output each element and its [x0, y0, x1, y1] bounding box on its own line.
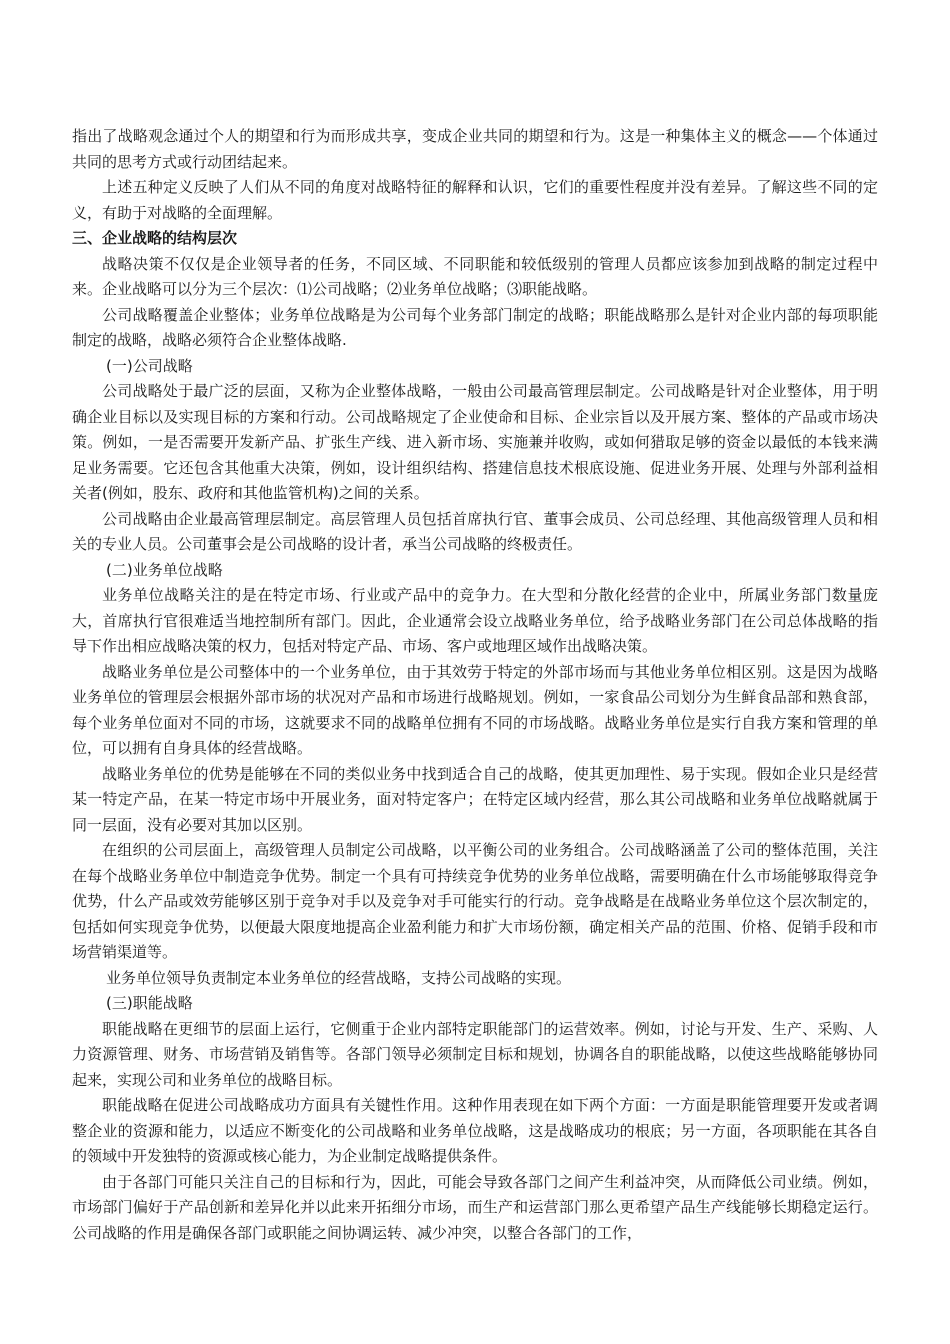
paragraph: 职能战略在更细节的层面上运行，它侧重于企业内部特定职能部门的运营效率。例如，讨论与开发、生产、采购、人力资源管理、财务、市场营销及销售等。各部门领导必须制定目标和规划，协调各自的职能战略，以使这些战略能够协同起来，实现公司和业务单位的战略目标。 — [72, 1019, 878, 1089]
paragraph: 职能战略在促进公司战略成功方面具有关键性作用。这种作用表现在如下两个方面：一方面是职能管理要开发或者调整企业的资源和能力，以适应不断变化的公司战略和业务单位战略，这是战略成功的根底；另一方面，各项职能在其各自的领域中开发独特的资源或核心能力，为企业制定战略提供条件。 — [72, 1096, 878, 1165]
section-heading: 三、企业战略的结构层次 — [72, 229, 238, 247]
paragraph: 战略决策不仅仅是企业领导者的任务，不同区域、不同职能和较低级别的管理人员都应该参加到战略的制定过程中来。企业战略可以分为三个层次：⑴公司战略；⑵业务单位战略；⑶职能战略。 — [72, 254, 878, 298]
paragraph: 上述五种定义反映了人们从不同的角度对战略特征的解释和认识，它们的重要性程度并没有差异。了解这些不同的定义，有助于对战略的全面理解。 — [72, 178, 878, 222]
paragraph-continuation: 指出了战略观念通过个人的期望和行为而形成共享，变成企业共同的期望和行为。这是一种集体主义的概念——个体通过共同的思考方式或行动团结起来。 — [72, 127, 878, 171]
paragraph: 业务单位战略关注的是在特定市场、行业或产品中的竞争力。在大型和分散化经营的企业中，所属业务部门数量庞大，首席执行官很难适当地控制所有部门。因此，企业通常会设立战略业务单位，给予战略业务部门在公司总体战略的指导下作出相应战略决策的权力，包括对特定产品、市场、客户或地理区域作出战略决策。 — [72, 586, 878, 655]
paragraph: 由于各部门可能只关注自己的目标和行为，因此，可能会导致各部门之间产生利益冲突，从而降低公司业绩。例如，市场部门偏好于产品创新和差异化并以此来开拓细分市场，而生产和运营部门那么更希望产品生产线能够长期稳定运行。公司战略的作用是确保各部门或职能之间协调运转、减少冲突，以整合各部门的工作， — [72, 1172, 878, 1242]
paragraph: 公司战略处于最广泛的层面，又称为企业整体战略，一般由公司最高管理层制定。公司战略是针对企业整体，用于明确企业目标以及实现目标的方案和行动。公司战略规定了企业使命和目标、企业宗旨以及开展方案、整体的产品或市场决策。例如，一是否需要开发新产品、扩张生产线、进入新市场、实施兼并收购，或如何猎取足够的资金以最低的本钱来满足业务需要。它还包含其他重大决策，例如，设计组织结构、搭建信息技术根底设施、促进业务开展、处理与外部利益相关者(例如，股东、政府和其他监管机构)之间的关系。 — [72, 382, 878, 502]
paragraph: 业务单位领导负责制定本业务单位的经营战略，支持公司战略的实现。 — [106, 968, 572, 987]
paragraph: 战略业务单位是公司整体中的一个业务单位，由于其效劳于特定的外部市场而与其他业务单位相区别。这是因为战略业务单位的管理层会根据外部市场的状况对产品和市场进行战略规划。例如，一家食品公司划分为生鲜食品部和熟食部，每个业务单位面对不同的市场，这就要求不同的战略单位拥有不同的市场战略。战略业务单位是实行自我方案和管理的单位，可以拥有自身具体的经营战略。 — [72, 662, 878, 757]
subsection-heading: (一)公司战略 — [106, 356, 193, 375]
subsection-heading: (三)职能战略 — [106, 994, 193, 1012]
paragraph: 公司战略由企业最高管理层制定。高层管理人员包括首席执行官、董事会成员、公司总经理、其他高级管理人员和相关的专业人员。公司董事会是公司战略的设计者，承当公司战略的终极责任。 — [72, 509, 878, 553]
paragraph: 战略业务单位的优势是能够在不同的类似业务中找到适合自己的战略，使其更加理性、易于实现。假如企业只是经营某一特定产品，在某一特定市场中开展业务，面对特定客户；在特定区域内经营，那么其公司战略和业务单位战略就属于同一层面，没有必要对其加以区别。 — [72, 764, 878, 834]
document-page — [72, 124, 878, 1246]
paragraph: 公司战略覆盖企业整体；业务单位战略是为公司每个业务部门制定的战略；职能战略那么是针对企业内部的每项职能制定的战略，战略必须符合企业整体战略. — [72, 305, 878, 349]
paragraph: 在组织的公司层面上，高级管理人员制定公司战略，以平衡公司的业务组合。公司战略涵盖了公司的整体范围，关注在每个战略业务单位中制造竞争优势。制定一个具有可持续竞争优势的业务单位战略，需要明确在什么市场能够取得竞争优势，什么产品或效劳能够区别于竞争对手以及竞争对手可能实行的行动。竞争战略是在战略业务单位这个层次制定的，包括如何实现竞争优势，以便最大限度地提高企业盈利能力和扩大市场份额，确定相关产品的范围、价格、促销手段和市场营销渠道等。 — [72, 841, 878, 961]
subsection-heading: (二)业务单位战略 — [106, 560, 223, 579]
